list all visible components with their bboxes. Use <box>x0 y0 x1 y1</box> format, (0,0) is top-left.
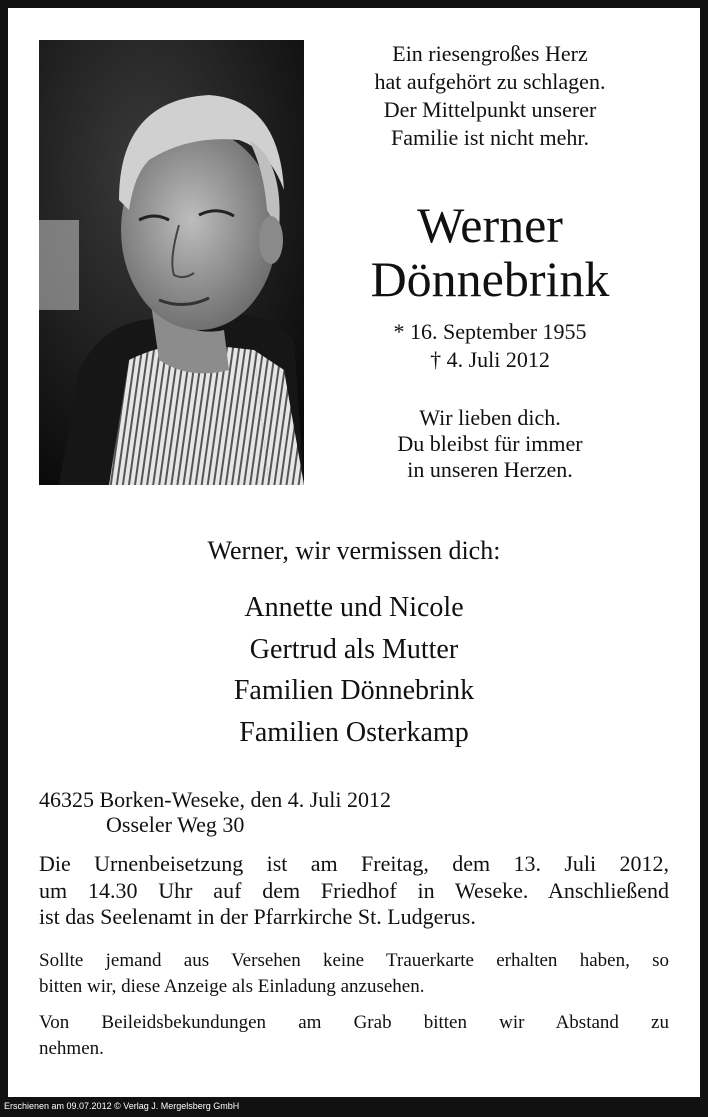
headline-column <box>320 40 660 483</box>
farewell-line: Du bleibst für immer <box>397 431 583 456</box>
intro-line: hat aufgehört zu schlagen. <box>374 69 606 94</box>
intro-line: Der Mittelpunkt unserer <box>383 97 597 122</box>
life-dates <box>320 318 660 374</box>
first-name: Werner <box>417 197 563 253</box>
miss-heading: Werner, wir vermissen dich: <box>207 536 501 565</box>
farewell-line: in unseren Herzen. <box>407 457 573 482</box>
deceased-name <box>320 198 660 306</box>
portrait-photo <box>39 40 304 485</box>
intro-line: Ein riesengroßes Herz <box>392 41 588 66</box>
mourner-entry: Familien Osterkamp <box>239 716 469 748</box>
portrait-illustration <box>39 40 304 485</box>
burial-line: Die Urnenbeisetzung ist am Freitag, dem 13. Juli 2012, <box>39 851 669 876</box>
mourner-entry: Gertrud als Mutter <box>249 633 459 665</box>
burial-line: um 14.30 Uhr auf dem Friedhof in Weseke. Anschließend <box>39 877 669 903</box>
condolence-line: nehmen. <box>39 1038 104 1059</box>
place-date: 46325 Borken-Weseke, den 4. Juli 2012 <box>39 787 391 812</box>
burial-info <box>39 851 669 931</box>
invitation-line: Sollte jemand aus Versehen keine Trauerkarte erhalten haben, so <box>39 950 669 971</box>
mourner-entry: Annette und Nicole <box>244 592 464 623</box>
invitation-line: bitten wir, diese Anzeige als Einladung anzusehen. <box>39 976 425 997</box>
burial-line: ist das Seelenamt in der Pfarrkirche St. Ludgerus. <box>39 904 476 929</box>
farewell-text <box>320 405 660 483</box>
street: Osseler Weg 30 <box>106 812 245 837</box>
last-name: Dönnebrink <box>370 251 610 307</box>
publication-footer: Erschienen am 09.07.2012 © Verlag J. Mergelsberg GmbH <box>4 1101 240 1111</box>
birth-date: * 16. September 1955 <box>393 319 587 344</box>
invitation-note <box>39 948 669 1000</box>
death-date: † 4. Juli 2012 <box>430 347 550 372</box>
condolence-line: Von Beileidsbekundungen am Grab bitten wir Abstand zu <box>39 1012 669 1033</box>
mourner-entry: Familien Dönnebrink <box>233 675 475 706</box>
farewell-line: Wir lieben dich. <box>419 405 561 430</box>
address-block <box>39 787 679 837</box>
mourners-list <box>0 587 708 753</box>
condolence-note <box>39 1010 669 1062</box>
intro-text <box>320 40 660 152</box>
intro-line: Familie ist nicht mehr. <box>391 125 589 150</box>
